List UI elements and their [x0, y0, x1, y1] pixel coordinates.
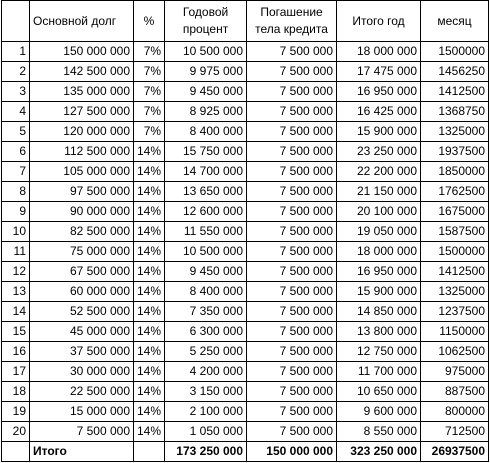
table-row — [2, 422, 489, 442]
cell-rate: 14% — [134, 342, 165, 362]
cell-row-index: 8 — [2, 182, 30, 202]
cell-row-index: 3 — [2, 82, 30, 102]
cell-total-year: 17 475 000 — [337, 62, 421, 82]
totals-rate-cell — [134, 442, 165, 462]
table-row — [2, 282, 489, 302]
cell-annual-interest: 13 650 000 — [165, 182, 247, 202]
cell-annual-interest: 14 700 000 — [165, 162, 247, 182]
cell-principal-repayment: 7 500 000 — [247, 202, 337, 222]
cell-annual-interest: 2 100 000 — [165, 402, 247, 422]
cell-total-year: 11 700 000 — [337, 362, 421, 382]
table-row — [2, 262, 489, 282]
cell-total-year: 10 650 000 — [337, 382, 421, 402]
cell-rate: 14% — [134, 322, 165, 342]
cell-month: 887500 — [421, 382, 489, 402]
cell-annual-interest: 8 925 000 — [165, 102, 247, 122]
table-row — [2, 302, 489, 322]
cell-month: 1325000 — [421, 122, 489, 142]
cell-row-index: 5 — [2, 122, 30, 142]
cell-month: 1500000 — [421, 42, 489, 62]
totals-row — [2, 442, 489, 462]
totals-principal: 150 000 000 — [247, 442, 337, 462]
cell-rate: 7% — [134, 42, 165, 62]
cell-total-year: 16 425 000 — [337, 102, 421, 122]
header-row — [2, 1, 489, 42]
cell-row-index: 19 — [2, 402, 30, 422]
cell-month: 1850000 — [421, 162, 489, 182]
table-row — [2, 82, 489, 102]
cell-month: 1325000 — [421, 282, 489, 302]
table-row — [2, 142, 489, 162]
cell-total-year: 20 100 000 — [337, 202, 421, 222]
header-cell-month: месяц — [421, 1, 489, 42]
cell-total-year: 19 050 000 — [337, 222, 421, 242]
cell-principal-repayment: 7 500 000 — [247, 322, 337, 342]
cell-month: 1500000 — [421, 242, 489, 262]
cell-principal-debt: 37 500 000 — [30, 342, 134, 362]
cell-month: 1412500 — [421, 82, 489, 102]
cell-annual-interest: 9 450 000 — [165, 262, 247, 282]
cell-rate: 7% — [134, 62, 165, 82]
cell-principal-debt: 67 500 000 — [30, 262, 134, 282]
table-row — [2, 202, 489, 222]
cell-principal-debt: 127 500 000 — [30, 102, 134, 122]
cell-principal-debt: 142 500 000 — [30, 62, 134, 82]
cell-row-index: 13 — [2, 282, 30, 302]
cell-principal-debt: 75 000 000 — [30, 242, 134, 262]
cell-principal-debt: 82 500 000 — [30, 222, 134, 242]
cell-row-index: 14 — [2, 302, 30, 322]
cell-principal-repayment: 7 500 000 — [247, 242, 337, 262]
cell-total-year: 18 000 000 — [337, 42, 421, 62]
cell-principal-debt: 105 000 000 — [30, 162, 134, 182]
cell-principal-repayment: 7 500 000 — [247, 122, 337, 142]
cell-principal-repayment: 7 500 000 — [247, 222, 337, 242]
cell-annual-interest: 3 150 000 — [165, 382, 247, 402]
cell-total-year: 9 600 000 — [337, 402, 421, 422]
cell-month: 1062500 — [421, 342, 489, 362]
cell-total-year: 16 950 000 — [337, 262, 421, 282]
cell-total-year: 16 950 000 — [337, 82, 421, 102]
cell-row-index: 1 — [2, 42, 30, 62]
cell-row-index: 15 — [2, 322, 30, 342]
cell-principal-repayment: 7 500 000 — [247, 82, 337, 102]
table-row — [2, 322, 489, 342]
cell-month: 1762500 — [421, 182, 489, 202]
cell-month: 1150000 — [421, 322, 489, 342]
cell-month: 1587500 — [421, 222, 489, 242]
table-body — [2, 42, 489, 442]
cell-annual-interest: 1 050 000 — [165, 422, 247, 442]
cell-row-index: 11 — [2, 242, 30, 262]
cell-month: 1368750 — [421, 102, 489, 122]
table-row — [2, 362, 489, 382]
cell-principal-repayment: 7 500 000 — [247, 342, 337, 362]
table-row — [2, 402, 489, 422]
cell-annual-interest: 10 500 000 — [165, 42, 247, 62]
cell-annual-interest: 4 200 000 — [165, 362, 247, 382]
header-cell-principal-repayment: Погашение тела кредита — [247, 1, 337, 42]
cell-principal-debt: 22 500 000 — [30, 382, 134, 402]
cell-principal-debt: 112 500 000 — [30, 142, 134, 162]
cell-annual-interest: 10 500 000 — [165, 242, 247, 262]
cell-rate: 7% — [134, 82, 165, 102]
table-row — [2, 62, 489, 82]
cell-row-index: 12 — [2, 262, 30, 282]
cell-principal-repayment: 7 500 000 — [247, 162, 337, 182]
cell-annual-interest: 12 600 000 — [165, 202, 247, 222]
cell-rate: 14% — [134, 402, 165, 422]
cell-month: 1456250 — [421, 62, 489, 82]
cell-rate: 7% — [134, 122, 165, 142]
cell-rate: 14% — [134, 142, 165, 162]
cell-annual-interest: 8 400 000 — [165, 282, 247, 302]
header-cell-principal-debt: Основной долг — [30, 1, 134, 42]
cell-annual-interest: 7 350 000 — [165, 302, 247, 322]
totals-total-year: 323 250 000 — [337, 442, 421, 462]
cell-principal-debt: 30 000 000 — [30, 362, 134, 382]
cell-month: 1412500 — [421, 262, 489, 282]
cell-principal-repayment: 7 500 000 — [247, 362, 337, 382]
cell-rate: 14% — [134, 422, 165, 442]
cell-total-year: 18 000 000 — [337, 242, 421, 262]
cell-annual-interest: 9 450 000 — [165, 82, 247, 102]
cell-principal-repayment: 7 500 000 — [247, 182, 337, 202]
cell-total-year: 15 900 000 — [337, 282, 421, 302]
cell-principal-repayment: 7 500 000 — [247, 62, 337, 82]
cell-total-year: 12 750 000 — [337, 342, 421, 362]
cell-rate: 14% — [134, 162, 165, 182]
cell-annual-interest: 9 975 000 — [165, 62, 247, 82]
cell-principal-debt: 7 500 000 — [30, 422, 134, 442]
cell-annual-interest: 6 300 000 — [165, 322, 247, 342]
cell-month: 1675000 — [421, 202, 489, 222]
header-cell-index — [2, 1, 30, 42]
header-cell-annual-interest: Годовой процент — [165, 1, 247, 42]
totals-label: Итого — [30, 442, 134, 462]
header-cell-total-year: Итого год — [337, 1, 421, 42]
table-row — [2, 42, 489, 62]
cell-month: 1237500 — [421, 302, 489, 322]
cell-row-index: 9 — [2, 202, 30, 222]
cell-principal-repayment: 7 500 000 — [247, 382, 337, 402]
cell-rate: 14% — [134, 202, 165, 222]
cell-rate: 14% — [134, 282, 165, 302]
cell-annual-interest: 11 550 000 — [165, 222, 247, 242]
cell-row-index: 18 — [2, 382, 30, 402]
cell-principal-repayment: 7 500 000 — [247, 142, 337, 162]
cell-total-year: 15 900 000 — [337, 122, 421, 142]
cell-rate: 14% — [134, 302, 165, 322]
table-row — [2, 182, 489, 202]
cell-total-year: 13 800 000 — [337, 322, 421, 342]
cell-total-year: 8 550 000 — [337, 422, 421, 442]
cell-principal-repayment: 7 500 000 — [247, 302, 337, 322]
cell-rate: 14% — [134, 182, 165, 202]
cell-row-index: 6 — [2, 142, 30, 162]
cell-annual-interest: 5 250 000 — [165, 342, 247, 362]
table-row — [2, 102, 489, 122]
cell-principal-repayment: 7 500 000 — [247, 262, 337, 282]
table-row — [2, 222, 489, 242]
cell-principal-debt: 135 000 000 — [30, 82, 134, 102]
cell-rate: 14% — [134, 382, 165, 402]
totals-index-cell — [2, 442, 30, 462]
cell-row-index: 2 — [2, 62, 30, 82]
cell-principal-repayment: 7 500 000 — [247, 42, 337, 62]
table-row — [2, 162, 489, 182]
cell-row-index: 10 — [2, 222, 30, 242]
table-row — [2, 242, 489, 262]
cell-month: 712500 — [421, 422, 489, 442]
cell-total-year: 14 850 000 — [337, 302, 421, 322]
cell-total-year: 23 250 000 — [337, 142, 421, 162]
cell-rate: 14% — [134, 242, 165, 262]
cell-principal-repayment: 7 500 000 — [247, 422, 337, 442]
cell-principal-debt: 60 000 000 — [30, 282, 134, 302]
cell-annual-interest: 15 750 000 — [165, 142, 247, 162]
table-row — [2, 122, 489, 142]
cell-row-index: 16 — [2, 342, 30, 362]
cell-row-index: 4 — [2, 102, 30, 122]
cell-total-year: 21 150 000 — [337, 182, 421, 202]
cell-principal-debt: 15 000 000 — [30, 402, 134, 422]
cell-annual-interest: 8 400 000 — [165, 122, 247, 142]
table-row — [2, 382, 489, 402]
cell-principal-debt: 52 500 000 — [30, 302, 134, 322]
cell-rate: 7% — [134, 102, 165, 122]
cell-rate: 14% — [134, 222, 165, 242]
cell-principal-debt: 97 500 000 — [30, 182, 134, 202]
cell-month: 975000 — [421, 362, 489, 382]
cell-principal-debt: 90 000 000 — [30, 202, 134, 222]
loan-schedule-table — [1, 0, 489, 462]
cell-row-index: 20 — [2, 422, 30, 442]
cell-principal-debt: 120 000 000 — [30, 122, 134, 142]
cell-principal-debt: 150 000 000 — [30, 42, 134, 62]
cell-row-index: 7 — [2, 162, 30, 182]
cell-principal-repayment: 7 500 000 — [247, 402, 337, 422]
totals-annual-interest: 173 250 000 — [165, 442, 247, 462]
cell-month: 800000 — [421, 402, 489, 422]
cell-rate: 14% — [134, 362, 165, 382]
cell-month: 1937500 — [421, 142, 489, 162]
table-row — [2, 342, 489, 362]
cell-row-index: 17 — [2, 362, 30, 382]
cell-rate: 14% — [134, 262, 165, 282]
totals-month: 26937500 — [421, 442, 489, 462]
cell-principal-repayment: 7 500 000 — [247, 282, 337, 302]
cell-principal-repayment: 7 500 000 — [247, 102, 337, 122]
header-cell-rate: % — [134, 1, 165, 42]
cell-total-year: 22 200 000 — [337, 162, 421, 182]
cell-principal-debt: 45 000 000 — [30, 322, 134, 342]
